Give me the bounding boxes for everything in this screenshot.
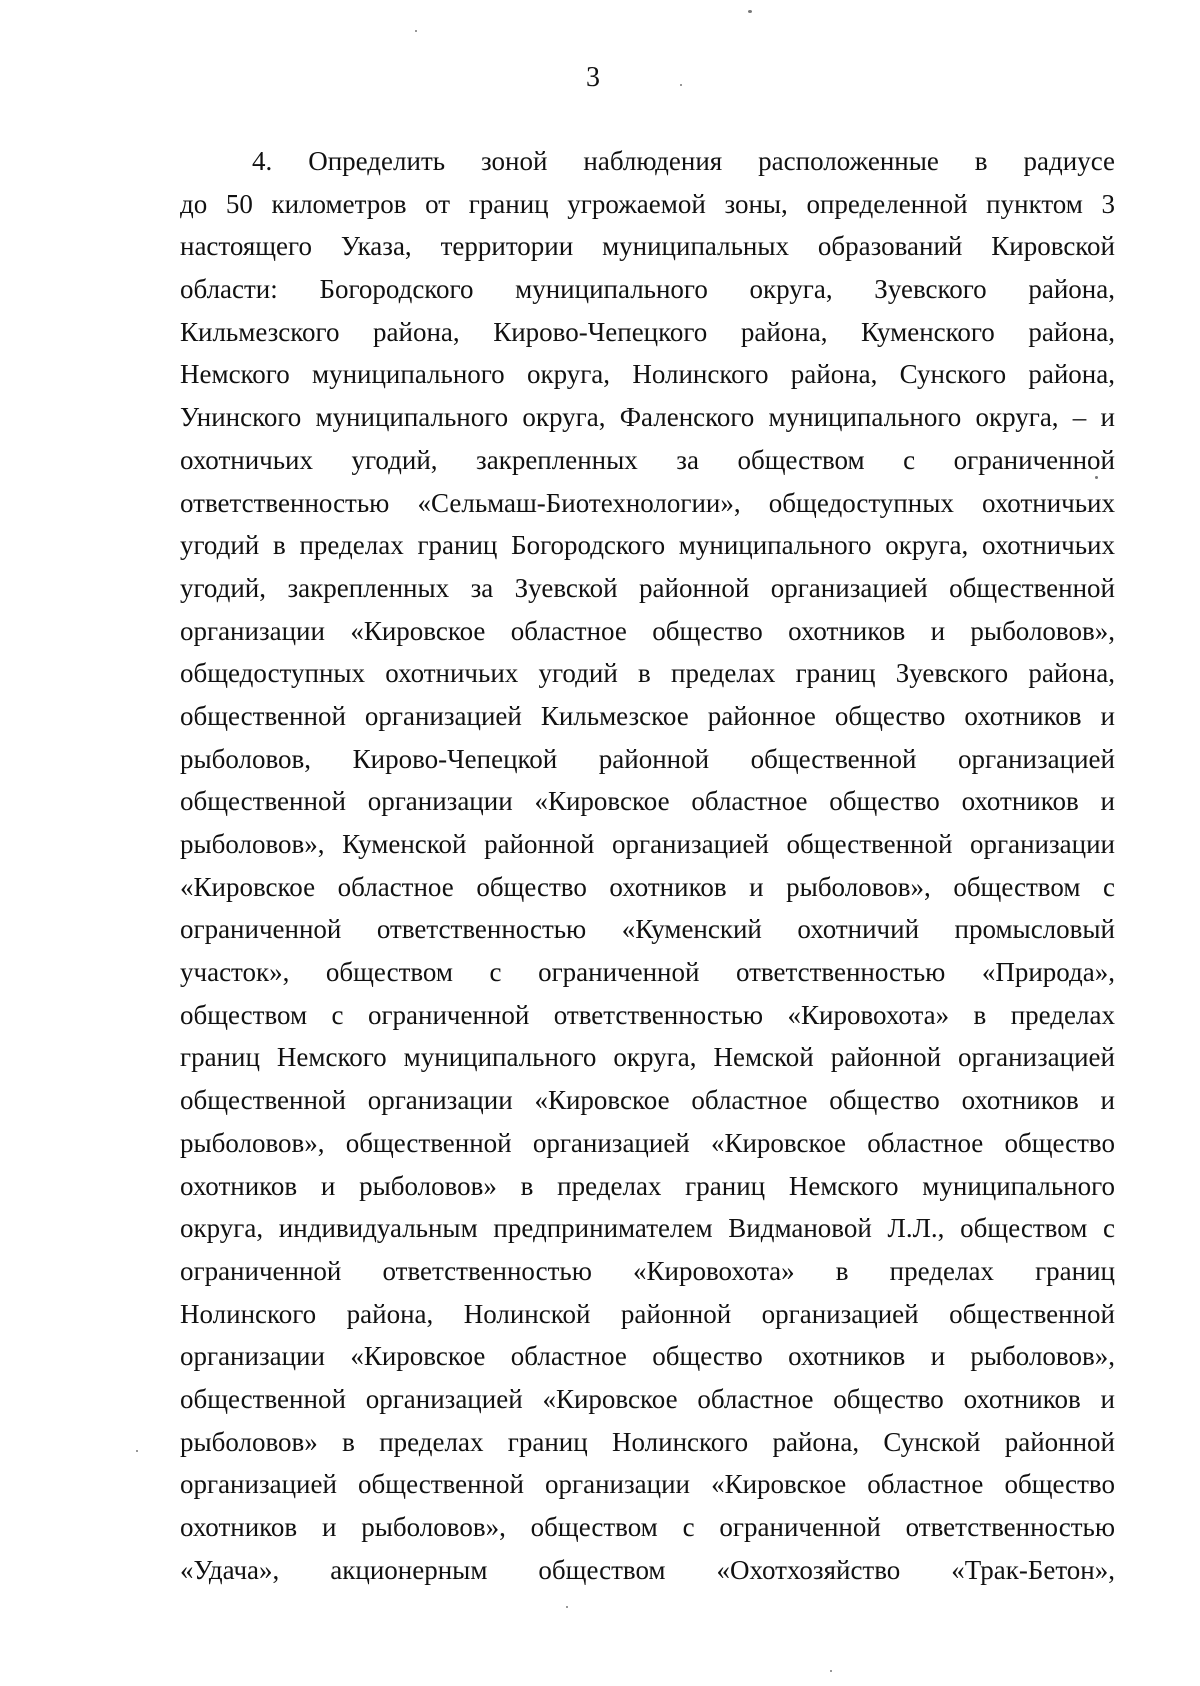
text-line: округа, индивидуальным предпринимателем Видмановой Л.Л., обществом с [180, 1213, 1115, 1244]
text-line: общественной организации «Кировское областное общество охотников и [180, 1085, 1115, 1116]
scan-speck [415, 30, 417, 32]
text-line: рыболовов, Кирово-Чепецкой районной общественной организацией [180, 743, 1115, 774]
text-line: Немского муниципального округа, Нолинского района, Сунского района, [180, 359, 1115, 390]
text-line: рыболовов» в пределах границ Нолинского района, Сунской районной [180, 1426, 1115, 1457]
text-line: Нолинского района, Нолинской районной организацией общественной [180, 1298, 1115, 1329]
text-line: общедоступных охотничьих угодий в пределах границ Зуевского района, [180, 658, 1115, 689]
text-line: участок», обществом с ограниченной ответственностью «Природа», [180, 957, 1115, 988]
text-line: настоящего Указа, территории муниципальных образований Кировской [180, 231, 1115, 262]
scan-speck [1095, 476, 1098, 479]
text-line: Унинского муниципального округа, Фаленского муниципального округа, – и [180, 402, 1115, 433]
scan-speck [680, 84, 682, 86]
text-line: организации «Кировское областное общество охотников и рыболовов», [180, 1341, 1115, 1372]
scan-speck [830, 1670, 832, 1672]
scan-speck [748, 10, 752, 13]
text-line: угодий в пределах границ Богородского муниципального округа, охотничьих [180, 530, 1115, 561]
page-number: 3 [586, 62, 600, 93]
text-line: «Кировское областное общество охотников и рыболовов», обществом с [180, 871, 1115, 902]
text-line: ответственностью «Сельмаш-Биотехнологии», общедоступных охотничьих [180, 487, 1115, 518]
text-line: границ Немского муниципального округа, Немской районной организацией [180, 1042, 1115, 1073]
text-line: организацией общественной организации «Кировское областное общество [180, 1469, 1115, 1500]
text-line: угодий, закрепленных за Зуевской районной организацией общественной [180, 572, 1115, 603]
text-line: до 50 километров от границ угрожаемой зоны, определенной пунктом 3 [180, 188, 1115, 219]
text-line: области: Богородского муниципального округа, Зуевского района, [180, 274, 1115, 305]
text-line: ограниченной ответственностью «Кировохота» в пределах границ [180, 1255, 1115, 1286]
text-line: охотничьих угодий, закрепленных за обществом с ограниченной [180, 444, 1115, 475]
text-line: организации «Кировское областное общество охотников и рыболовов», [180, 615, 1115, 646]
text-line: Кильмезского района, Кирово-Чепецкого района, Куменского района, [180, 316, 1115, 347]
text-line: общественной организацией Кильмезское районное общество охотников и [180, 700, 1115, 731]
scan-speck [566, 1606, 568, 1608]
text-line: охотников и рыболовов» в пределах границ Немского муниципального [180, 1170, 1115, 1201]
text-line: рыболовов», общественной организацией «Кировское областное общество [180, 1127, 1115, 1158]
text-line: 4. Определить зоной наблюдения расположенные в радиусе [252, 146, 1115, 176]
text-line: общественной организации «Кировское областное общество охотников и [180, 786, 1115, 817]
text-line: ограниченной ответственностью «Куменский охотничий промысловый [180, 914, 1115, 945]
text-line: охотников и рыболовов», обществом с ограниченной ответственностью [180, 1512, 1115, 1542]
scan-speck [136, 1450, 138, 1452]
text-line: общественной организацией «Кировское областное общество охотников и [180, 1383, 1115, 1414]
text-line: «Удача», акционерным обществом «Охотхозяйство «Трак-Бетон», [180, 1554, 1115, 1585]
decree-paragraph [180, 140, 1115, 1591]
text-line: обществом с ограниченной ответственностью «Кировохота» в пределах [180, 999, 1115, 1030]
text-line: рыболовов», Куменской районной организацией общественной организации [180, 829, 1115, 859]
